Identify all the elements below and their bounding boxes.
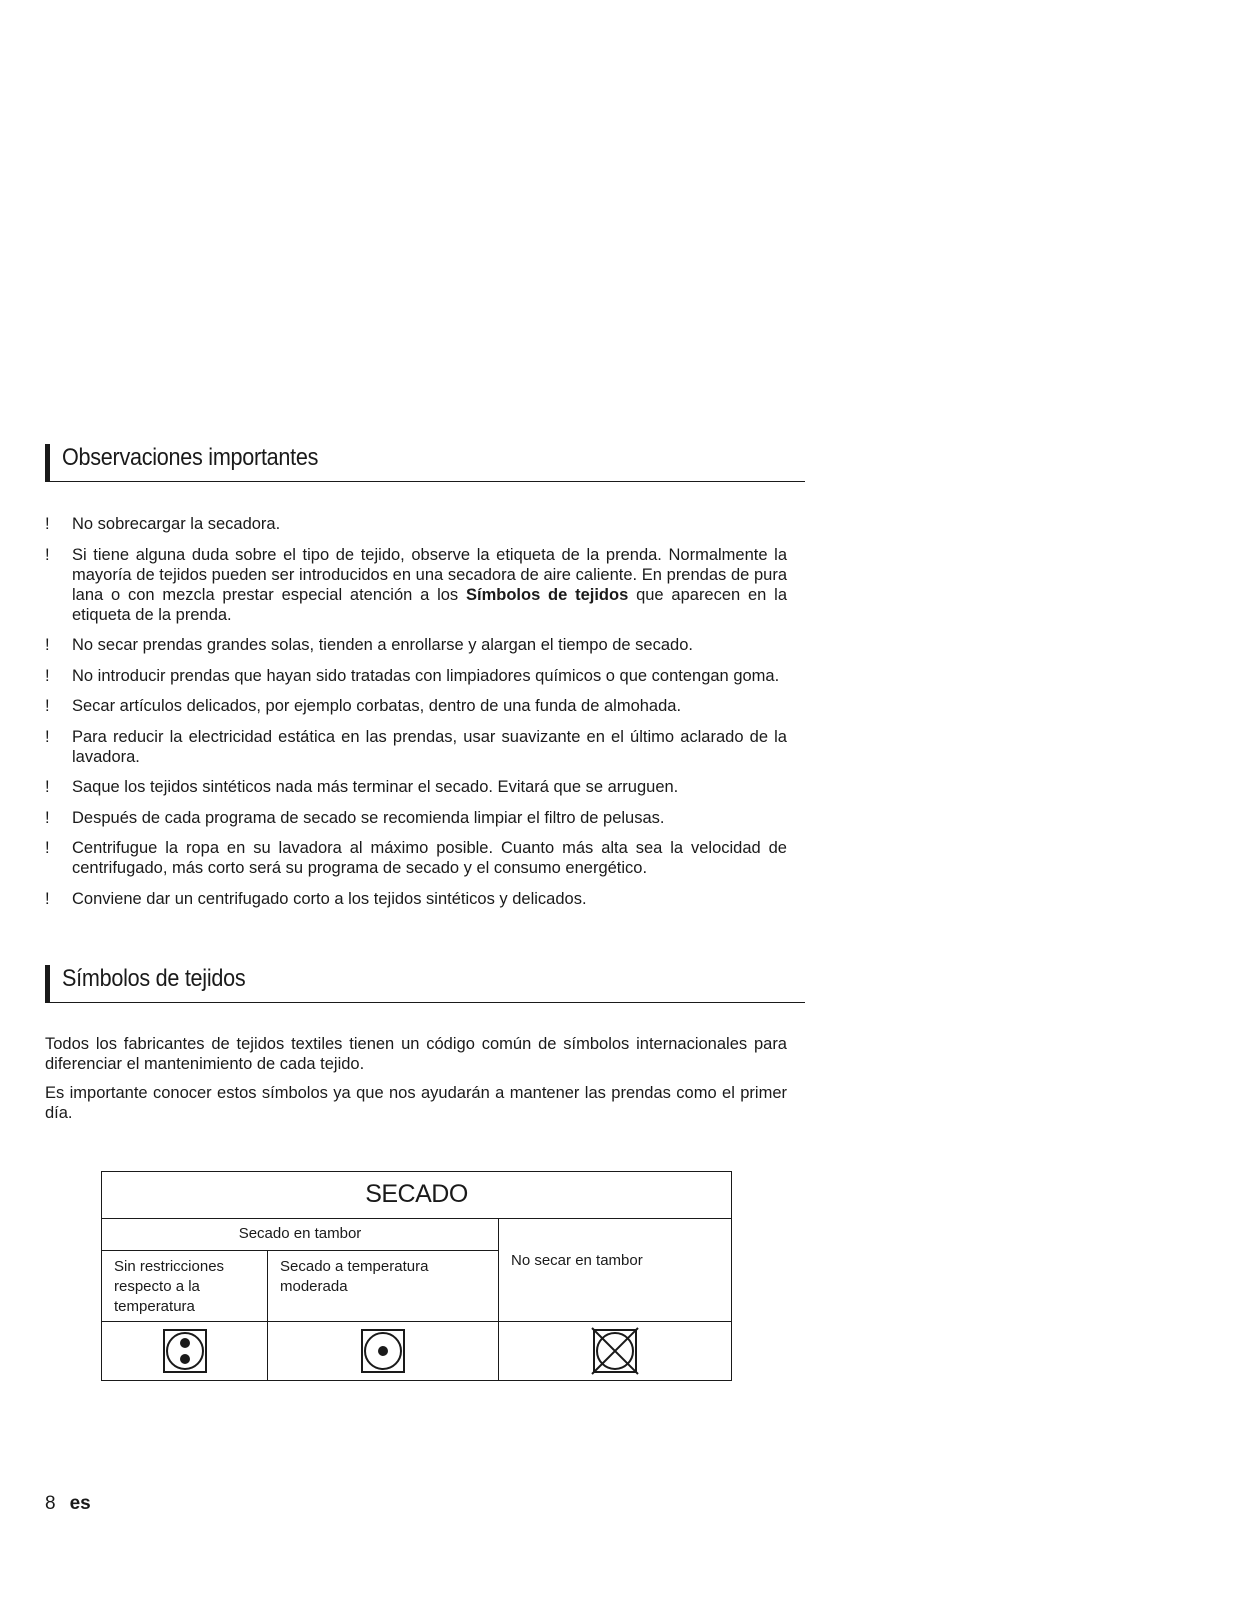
table-icon-cell bbox=[102, 1322, 268, 1381]
exclamation-bullet-icon: ! bbox=[45, 778, 50, 796]
list-item-emphasis: Símbolos de tejidos bbox=[465, 585, 629, 604]
section-header-observaciones bbox=[45, 443, 805, 482]
page-footer bbox=[45, 1492, 91, 1516]
list-item bbox=[45, 545, 787, 625]
list-item bbox=[45, 514, 787, 534]
list-item bbox=[45, 777, 787, 797]
list-item bbox=[45, 808, 787, 828]
table-icon-cell bbox=[499, 1322, 732, 1381]
simbolos-intro bbox=[45, 1034, 787, 1132]
list-item bbox=[45, 696, 787, 716]
do-not-tumble-dry-icon bbox=[590, 1326, 640, 1376]
table-header-no-secar: No secar en tambor bbox=[499, 1219, 732, 1322]
intro-paragraph: Es importante conocer estos símbolos ya que nos ayudarán a mantener las prendas como el primer día. bbox=[45, 1084, 787, 1122]
table-icon-cell bbox=[268, 1322, 499, 1381]
exclamation-bullet-icon: ! bbox=[45, 636, 50, 654]
section-marker-bar bbox=[45, 965, 50, 1002]
list-item-text: Conviene dar un centrifugado corto a los tejidos sintéticos y delicados. bbox=[72, 889, 587, 908]
list-item-text: Después de cada programa de secado se recomienda limpiar el filtro de pelusas. bbox=[72, 808, 665, 827]
exclamation-bullet-icon: ! bbox=[45, 666, 50, 685]
exclamation-bullet-icon: ! bbox=[45, 808, 50, 827]
exclamation-bullet-icon: ! bbox=[45, 839, 50, 857]
list-item-text: No sobrecargar la secadora. bbox=[72, 515, 281, 533]
list-item-text: Centrifugue la ropa en su lavadora al máximo posible. Cuanto más alta sea la velocidad de centrifugado, más corto será su programa de secado y el consumo energético. bbox=[72, 839, 787, 877]
section-title: Observaciones importantes bbox=[62, 444, 319, 471]
list-item-text: No introducir prendas que hayan sido tratadas con limpiadores químicos o que contengan goma. bbox=[72, 666, 780, 685]
exclamation-bullet-icon: ! bbox=[45, 515, 50, 533]
list-item bbox=[45, 889, 787, 909]
table-header-sin-restricciones: Sin restricciones respecto a la temperatura bbox=[102, 1251, 268, 1322]
list-item bbox=[45, 666, 787, 686]
exclamation-bullet-icon: ! bbox=[45, 889, 50, 908]
list-item bbox=[45, 635, 787, 655]
section-header-simbolos bbox=[45, 964, 805, 1003]
section-title: Símbolos de tejidos bbox=[62, 965, 246, 992]
table-header-temperatura-moderada: Secado a temperatura moderada bbox=[268, 1251, 499, 1322]
language-code: es bbox=[69, 1493, 91, 1514]
exclamation-bullet-icon: ! bbox=[45, 697, 50, 715]
list-item-text: No secar prendas grandes solas, tienden a enrollarse y alargan el tiempo de secado. bbox=[72, 636, 693, 654]
list-item-text: Saque los tejidos sintéticos nada más terminar el secado. Evitará que se arruguen. bbox=[72, 778, 679, 796]
tumble-dry-one-dot-icon bbox=[360, 1328, 406, 1374]
list-item bbox=[45, 838, 787, 878]
tumble-dry-two-dots-icon bbox=[162, 1328, 208, 1374]
exclamation-bullet-icon: ! bbox=[45, 727, 50, 746]
section-marker-bar bbox=[45, 444, 50, 481]
table-group-header: Secado en tambor bbox=[102, 1219, 499, 1251]
intro-paragraph: Todos los fabricantes de tejidos textiles tienen un código común de símbolos internacionales para diferenciar el mantenimiento de cada tejido. bbox=[45, 1035, 787, 1073]
secado-table bbox=[101, 1171, 732, 1381]
list-item-text: que aparecen en la etiqueta de la prenda. bbox=[72, 585, 788, 624]
page-number: 8 bbox=[45, 1493, 56, 1514]
list-item-text: Secar artículos delicados, por ejemplo corbatas, dentro de una funda de almohada. bbox=[72, 697, 682, 715]
table-title: SECADO bbox=[102, 1172, 732, 1219]
exclamation-bullet-icon: ! bbox=[45, 545, 50, 564]
list-item-text: Para reducir la electricidad estática en las prendas, usar suavizante en el último aclarado de la lavadora. bbox=[72, 727, 787, 766]
list-item bbox=[45, 727, 787, 767]
observaciones-list bbox=[45, 514, 787, 919]
list-item-text: Si tiene alguna duda sobre el tipo de tejido, observe la etiqueta de la prenda. Normalmente la mayoría de tejidos pueden ser introducidos en una secadora de aire caliente. En prendas de pura lana o con mezcla prestar especial atención a los bbox=[72, 545, 787, 604]
